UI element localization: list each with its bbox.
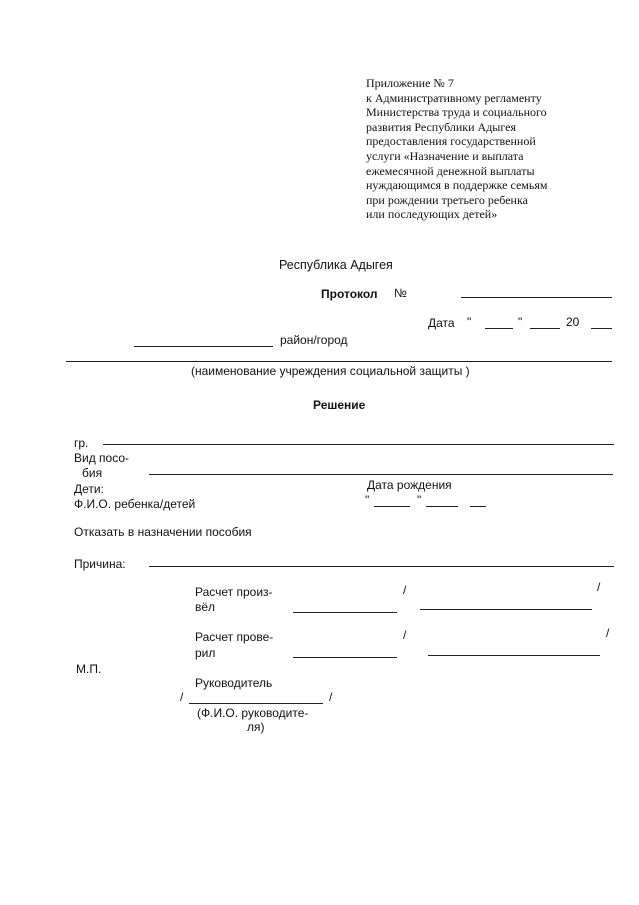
- stamp-label: М.П.: [76, 662, 102, 676]
- date-year-line[interactable]: [591, 328, 612, 329]
- republic-title: Республика Адыгея: [279, 258, 393, 272]
- calc-made-slash-end: /: [597, 580, 601, 594]
- head-slash-open: /: [180, 690, 184, 704]
- birth-date-quote-open: ": [365, 493, 370, 507]
- institution-caption: (наименование учреждения социальной защиты ): [191, 364, 470, 378]
- birth-date-day-line[interactable]: [374, 506, 410, 507]
- calc-checked-label-cont: рил: [195, 646, 216, 660]
- calc-made-label: Расчет произ-: [195, 585, 273, 599]
- head-signature-line[interactable]: [189, 703, 323, 704]
- date-month-line[interactable]: [530, 328, 560, 329]
- citizen-line[interactable]: [103, 444, 614, 445]
- birth-date-quote-close: ": [417, 493, 422, 507]
- calc-made-signature-line[interactable]: [293, 612, 397, 613]
- head-slash-close: /: [329, 690, 333, 704]
- appendix-line: развития Республики Адыгея: [366, 119, 516, 134]
- head-caption: (Ф.И.О. руководите-: [197, 706, 309, 720]
- protocol-number-sign: №: [394, 286, 407, 300]
- appendix-note: [366, 76, 547, 222]
- appendix-line: или последующих детей»: [366, 207, 498, 222]
- calc-checked-label: Расчет прове-: [195, 630, 274, 644]
- head-caption-cont: ля): [247, 720, 265, 734]
- calc-made-label-cont: вёл: [195, 600, 216, 614]
- date-day-line[interactable]: [485, 328, 513, 329]
- benefit-type-label-cont: бия: [82, 466, 103, 480]
- reason-label: Причина:: [74, 557, 126, 571]
- citizen-label: гр.: [74, 436, 89, 450]
- decision-title: Решение: [313, 398, 366, 412]
- protocol-number-line[interactable]: [461, 297, 612, 298]
- appendix-line: услуги «Назначение и выплата: [366, 148, 524, 163]
- benefit-type-label: Вид посо-: [74, 451, 130, 465]
- birth-date-month-line[interactable]: [426, 506, 458, 507]
- date-quote-close: ": [518, 315, 523, 329]
- calc-checked-slash-end: /: [606, 626, 610, 640]
- date-year-prefix: 20: [566, 315, 580, 329]
- calc-checked-slash: /: [403, 628, 407, 642]
- date-quote-open: ": [467, 315, 472, 329]
- appendix-line: ежемесячной денежной выплаты: [366, 163, 535, 178]
- protocol-label: Протокол: [321, 287, 378, 301]
- birth-date-year-line[interactable]: [470, 506, 486, 507]
- appendix-line: при рождении третьего ребенка: [366, 192, 528, 207]
- calc-checked-name-line[interactable]: [428, 655, 600, 656]
- date-label: Дата: [428, 316, 455, 330]
- district-label: район/город: [280, 333, 348, 347]
- reason-line[interactable]: [149, 566, 614, 567]
- children-label: Дети:: [74, 482, 104, 496]
- appendix-line: к Административному регламенту: [366, 90, 542, 105]
- birth-date-label: Дата рождения: [367, 478, 452, 492]
- institution-line[interactable]: [66, 361, 612, 362]
- calc-made-name-line[interactable]: [420, 609, 592, 610]
- appendix-line: предоставления государственной: [366, 134, 536, 149]
- appendix-line: нуждающимся в поддержке семьям: [366, 178, 548, 193]
- appendix-line: Приложение № 7: [366, 76, 454, 90]
- benefit-type-line[interactable]: [149, 474, 613, 475]
- refuse-text: Отказать в назначении пособия: [74, 525, 252, 539]
- head-label: Руководитель: [195, 676, 273, 690]
- calc-checked-signature-line[interactable]: [293, 657, 397, 658]
- children-fio-label: Ф.И.О. ребенка/детей: [74, 497, 196, 511]
- calc-made-slash: /: [403, 583, 407, 597]
- appendix-line: Министерства труда и социального: [366, 105, 547, 120]
- district-line[interactable]: [134, 346, 273, 347]
